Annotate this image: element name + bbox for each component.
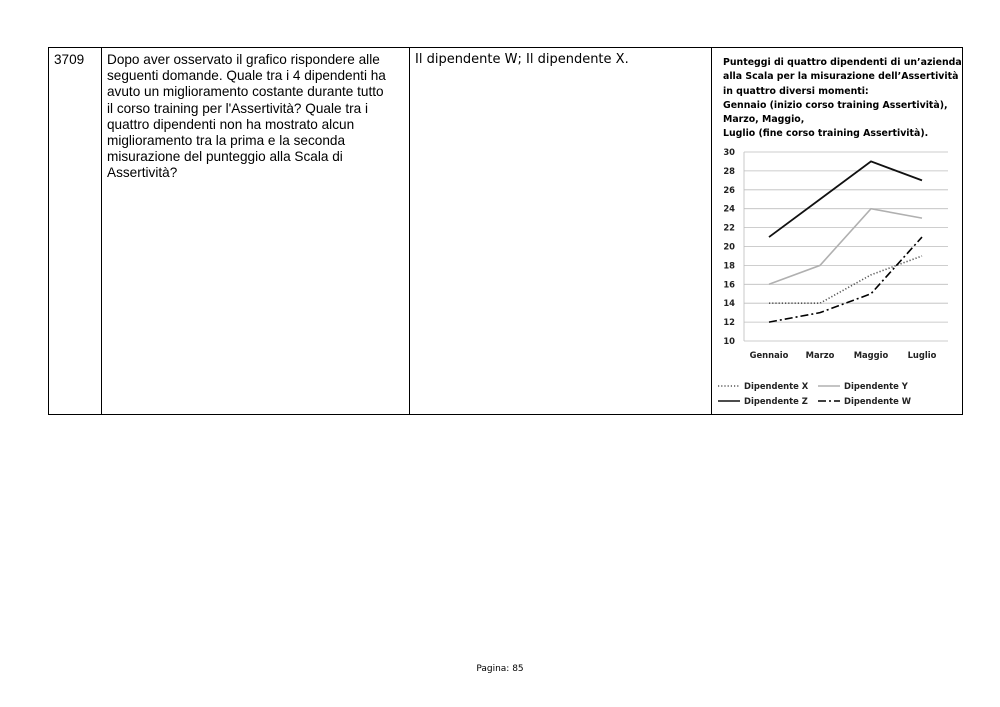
answer-text: Il dipendente W; Il dipendente X. bbox=[415, 52, 629, 67]
line-chart bbox=[712, 48, 962, 414]
question-line: avuto un miglioramento costante durante tutto bbox=[107, 84, 384, 100]
y-tick-label: 26 bbox=[723, 184, 735, 195]
question-line: quattro dipendenti non ha mostrato alcun bbox=[107, 116, 355, 132]
legend-label: Dipendente Y bbox=[844, 381, 908, 391]
legend-label: Dipendente X bbox=[744, 381, 809, 391]
chart-title-line: in quattro diversi momenti: bbox=[723, 85, 869, 97]
question-line: seguenti domande. Quale tra i 4 dipendenti ha bbox=[107, 68, 386, 84]
y-tick-label: 12 bbox=[723, 317, 735, 328]
y-tick-label: 18 bbox=[723, 260, 735, 271]
page-number: Pagina: 85 bbox=[476, 664, 524, 674]
question-text bbox=[102, 48, 409, 182]
legend-label: Dipendente W bbox=[844, 396, 911, 406]
y-tick-label: 28 bbox=[723, 165, 735, 176]
y-tick-label: 30 bbox=[723, 147, 735, 157]
chart-title-line: Gennaio (inizio corso training Assertività), bbox=[723, 99, 948, 111]
chart-title-line: Punteggi di quattro dipendenti di un’azienda bbox=[723, 57, 962, 68]
figure bbox=[712, 48, 962, 414]
x-tick-label: Marzo bbox=[805, 350, 835, 360]
y-tick-label: 14 bbox=[723, 298, 735, 309]
y-tick-label: 20 bbox=[723, 241, 735, 252]
answer-cell bbox=[410, 48, 712, 415]
y-tick-label: 22 bbox=[723, 222, 735, 233]
series-line bbox=[769, 161, 922, 237]
question-text-cell bbox=[102, 48, 410, 415]
series-line bbox=[769, 237, 922, 322]
question-line: misurazione del punteggio alla Scala di bbox=[107, 149, 343, 165]
chart-title-line: Luglio (fine corso training Assertività). bbox=[723, 128, 929, 140]
y-tick-label: 16 bbox=[723, 279, 735, 290]
table-row bbox=[49, 48, 963, 415]
question-table bbox=[48, 47, 963, 415]
x-tick-label: Luglio bbox=[907, 350, 937, 360]
chart-title-line: Marzo, Maggio, bbox=[723, 114, 805, 126]
question-line: Dopo aver osservato il grafico rispondere alle bbox=[107, 52, 380, 67]
question-id: 3709 bbox=[54, 52, 85, 67]
question-line: miglioramento tra la prima e la seconda bbox=[107, 133, 346, 149]
question-id-cell bbox=[49, 48, 102, 415]
question-line: Assertività? bbox=[107, 165, 178, 181]
figure-cell bbox=[712, 48, 963, 415]
x-tick-label: Gennaio bbox=[749, 350, 789, 360]
x-tick-label: Maggio bbox=[853, 350, 889, 360]
legend-label: Dipendente Z bbox=[744, 396, 808, 406]
question-line: il corso training per l'Assertività? Quale tra i bbox=[107, 100, 368, 116]
y-tick-label: 10 bbox=[723, 336, 735, 346]
y-tick-label: 24 bbox=[723, 203, 735, 214]
chart-title-line: alla Scala per la misurazione dell’Assertività bbox=[723, 71, 959, 83]
